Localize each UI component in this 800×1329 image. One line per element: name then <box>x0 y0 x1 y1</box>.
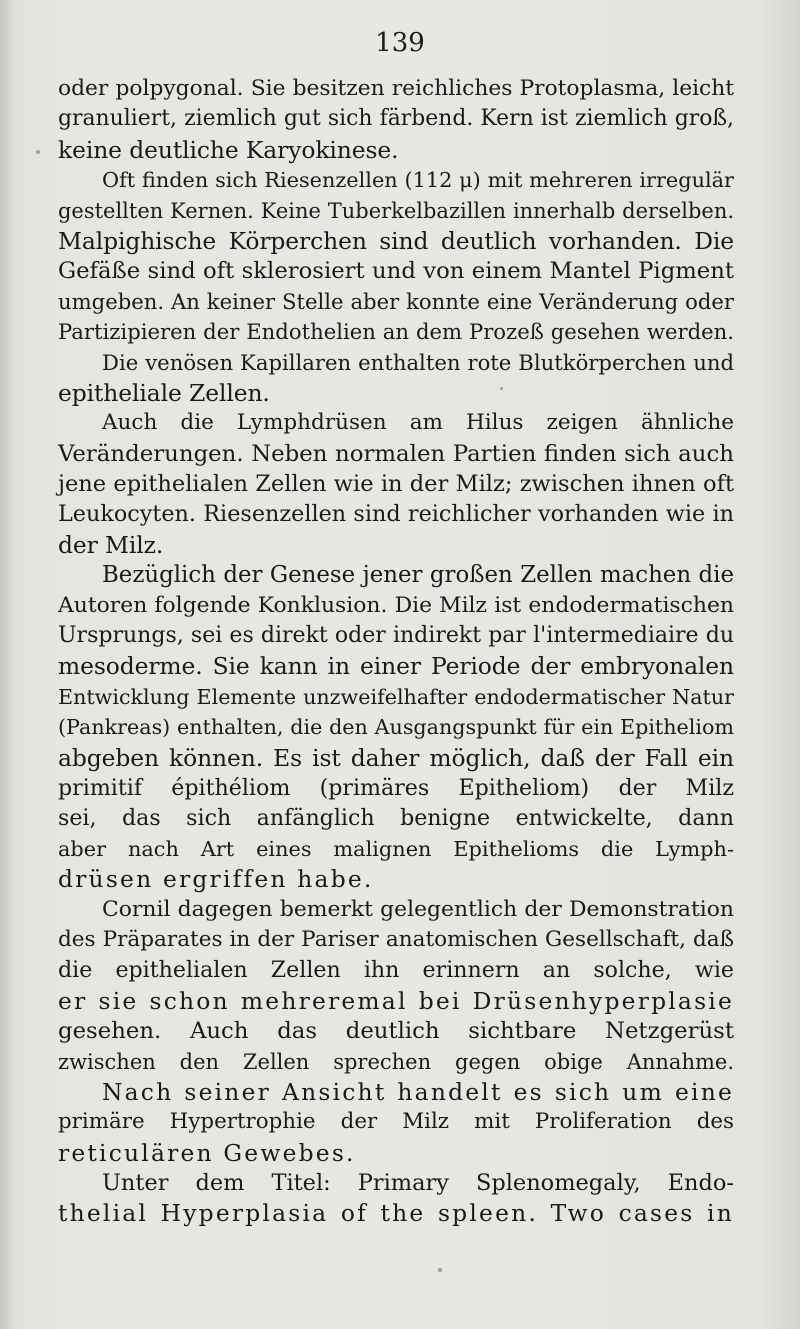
text-line: (Pankreas) enthalten, die den Ausgangspunkt für ein Epitheliom <box>58 715 734 740</box>
text-line: Veränderungen. Neben normalen Partien finden sich auch <box>58 440 734 467</box>
text-line: Gefäße sind oft sklerosiert und von einem Mantel Pigment <box>58 258 734 285</box>
text-line: umgeben. An keiner Stelle aber konnte eine Veränderung oder <box>58 288 734 314</box>
text-line: Cornil dagegen bemerkt gelegentlich der Demonstration <box>102 896 734 922</box>
text-line: granuliert, ziemlich gut sich färbend. Kern ist ziemlich groß, <box>58 106 734 132</box>
text-line: thelial Hyperplasia of the spleen. Two cases in <box>58 1199 734 1228</box>
text-line: drüsen ergriffen habe. <box>58 865 374 894</box>
text-line: Auch die Lymphdrüsen am Hilus zeigen ähnliche <box>102 410 734 436</box>
text-line: epitheliale Zellen. <box>58 378 270 407</box>
text-line: Die venösen Kapillaren enthalten rote Blutkörperchen und <box>102 349 734 375</box>
text-line: jene epithelialen Zellen wie in der Milz; zwischen ihnen oft <box>58 471 734 498</box>
text-line: oder polpygonal. Sie besitzen reichliches Protoplasma, leicht <box>58 76 734 101</box>
text-line: Bezüglich der Genese jener großen Zellen machen die <box>102 562 734 589</box>
page-number: 139 <box>375 28 425 58</box>
text-line: Partizipieren der Endothelien an dem Prozeß gesehen werden. <box>58 319 734 345</box>
body-text <box>58 74 734 1229</box>
text-line: aber nach Art eines malignen Epithelioms die Lymph- <box>58 836 734 861</box>
print-speck <box>500 387 503 390</box>
text-line: Unter dem Titel: Primary Splenomegaly, Endo- <box>102 1170 734 1197</box>
text-line: Malpighische Körperchen sind deutlich vorhanden. Die <box>58 226 734 255</box>
text-line: des Präparates in der Pariser anatomischen Gesellschaft, daß <box>58 926 734 952</box>
text-line: der Milz. <box>58 530 164 559</box>
text-line: sei, das sich anfänglich benigne entwickelte, dann <box>58 805 734 832</box>
text-line: die epithelialen Zellen ihn erinnern an solche, wie <box>58 957 734 984</box>
text-line: Autoren folgende Konklusion. Die Milz ist endodermatischen <box>58 592 734 618</box>
text-line: Ursprungs, sei es direkt oder indirekt par l'intermediaire du <box>58 623 734 649</box>
text-line: Leukocyten. Riesenzellen sind reichlicher vorhanden wie in <box>58 501 734 528</box>
text-line: Oft finden sich Riesenzellen (112 μ) mit mehreren irregulär <box>102 168 734 193</box>
text-line: gestellten Kernen. Keine Tuberkelbazillen innerhalb derselben. <box>58 198 734 223</box>
print-speck <box>36 150 40 154</box>
text-line: er sie schon mehreremal bei Drüsenhyperplasie <box>58 986 734 1015</box>
text-line: abgeben können. Es ist daher möglich, daß der Fall ein <box>58 743 734 772</box>
print-speck <box>438 1268 442 1272</box>
text-line: zwischen den Zellen sprechen gegen obige Annahme. <box>58 1049 734 1074</box>
text-line: keine deutliche Karyokinese. <box>58 135 399 164</box>
text-line: reticulären Gewebes. <box>58 1138 356 1167</box>
text-line: Nach seiner Ansicht handelt es sich um eine <box>102 1077 734 1106</box>
text-line: primitif épithéliom (primäres Epitheliom) der Milz <box>58 774 734 801</box>
text-line: gesehen. Auch das deutlich sichtbare Netzgerüst <box>58 1018 734 1045</box>
text-line: primäre Hypertrophie der Milz mit Proliferation des <box>58 1109 734 1135</box>
text-line: mesoderme. Sie kann in einer Periode der embryonalen <box>58 652 734 681</box>
text-line: Entwicklung Elemente unzweifelhafter endodermatischer Natur <box>58 684 734 709</box>
